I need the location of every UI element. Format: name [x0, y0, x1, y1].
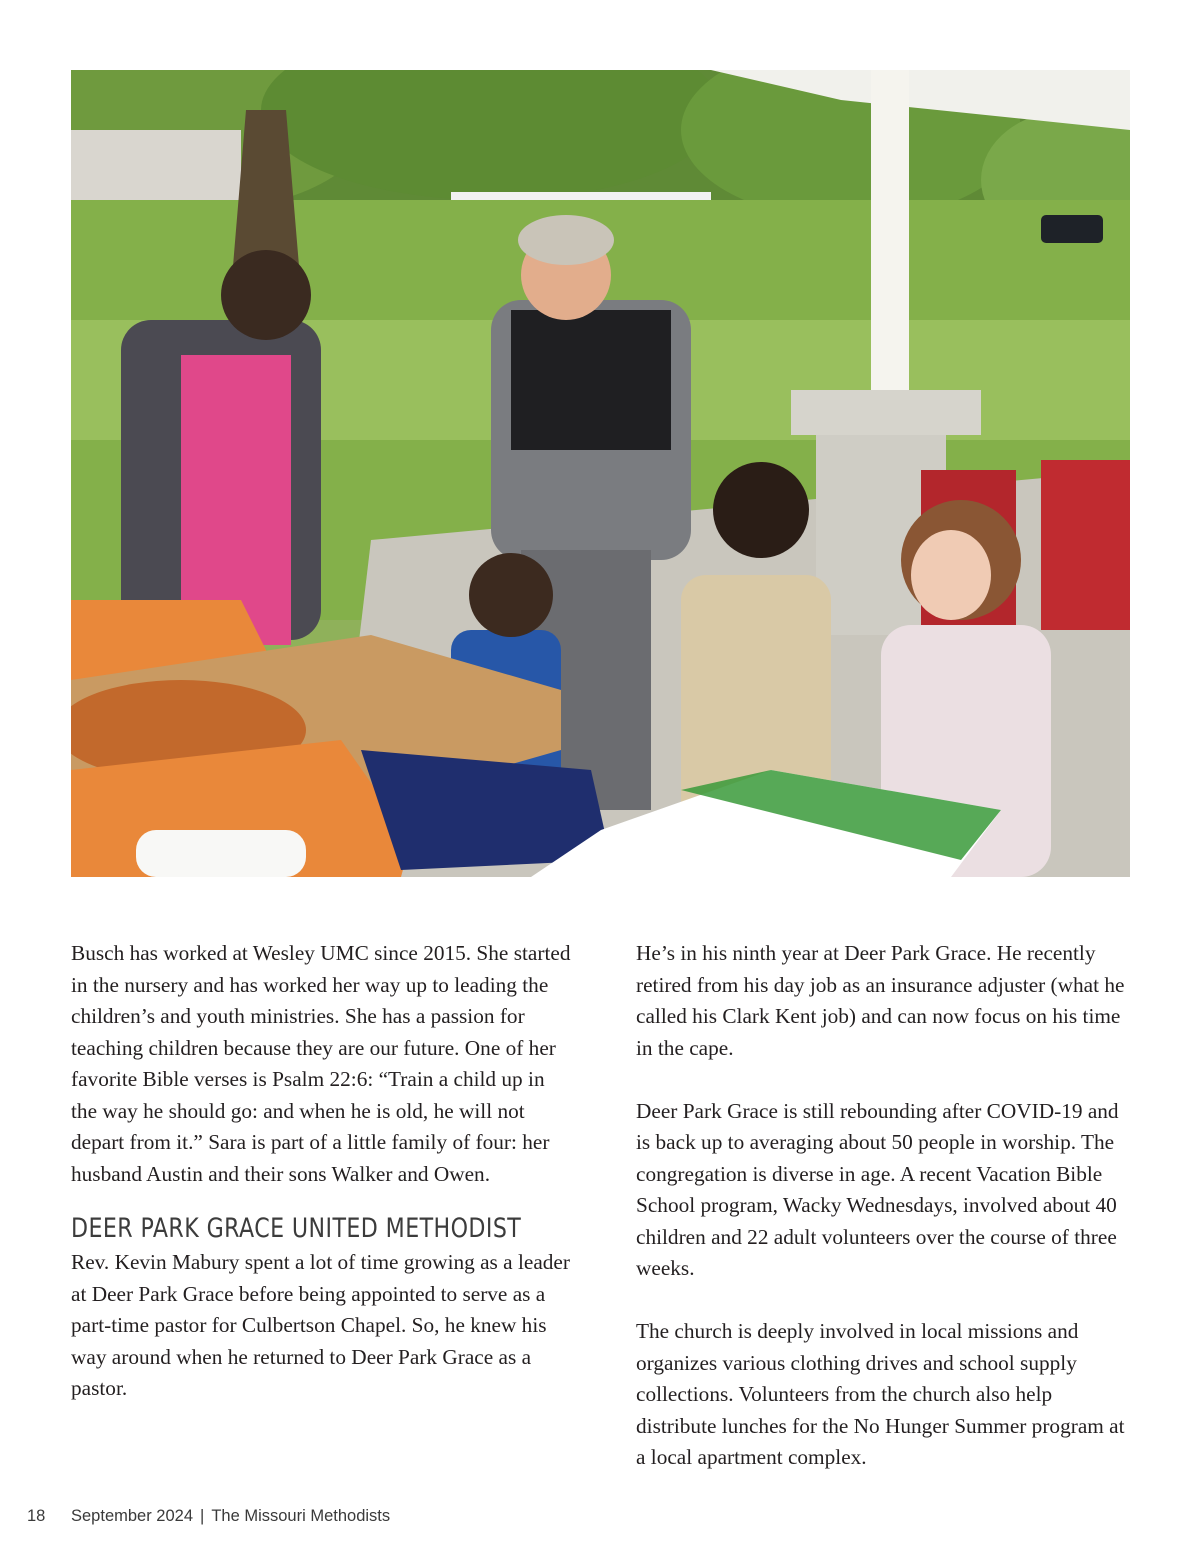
right-paragraph-2: Deer Park Grace is still rebounding after COVID-19 and is back up to averaging about 50 people in worship. The congregation is diverse in age. A recent Vacation Bible School program, Wacky Wednesdays, involved about 40 children and 22 adult volunteers over the course of three weeks. — [636, 1098, 1119, 1280]
article-photo — [71, 70, 1130, 877]
right-paragraph-3: The church is deeply involved in local missions and organizes various clothing drives and school supply collections. Volunteers from the church also help distribute lunches for the No Hunger Summer program at a local apartment complex. — [636, 1319, 1125, 1469]
photo-picnic-scene-icon — [71, 70, 1130, 877]
left-column — [71, 938, 571, 1405]
right-paragraph-1: He’s in his ninth year at Deer Park Grace. He recently retired from his day job as an insurance adjuster (what he called his Clark Kent job) and can now focus on his time in the cape. — [636, 941, 1125, 1060]
right-column — [636, 938, 1136, 1474]
footer-separator: | — [200, 1507, 205, 1525]
section-heading: DEER PARK GRACE UNITED METHODIST — [71, 1213, 522, 1244]
page-footer — [27, 1507, 390, 1529]
page-number: 18 — [27, 1507, 46, 1525]
left-paragraph-2: Rev. Kevin Mabury spent a lot of time growing as a leader at Deer Park Grace before being appointed to serve as a part-time pastor for Culbertson Chapel. So, he knew his way around when he returned to Deer Park Grace as a pastor. — [71, 1250, 570, 1400]
left-paragraph-1: Busch has worked at Wesley UMC since 2015. She started in the nursery and has worked her way up to leading the children’s and youth ministries. She has a passion for teaching children because they are our future. One of her favorite Bible verses is Psalm 22:6: “Train a child up in the way he should go: and when he is old, he will not depart from it.” Sara is part of a little family of four: her husband Austin and their sons Walker and Owen. — [71, 941, 571, 1186]
footer-date: September 2024 — [71, 1507, 194, 1525]
footer-publication: The Missouri Methodists — [211, 1507, 391, 1525]
